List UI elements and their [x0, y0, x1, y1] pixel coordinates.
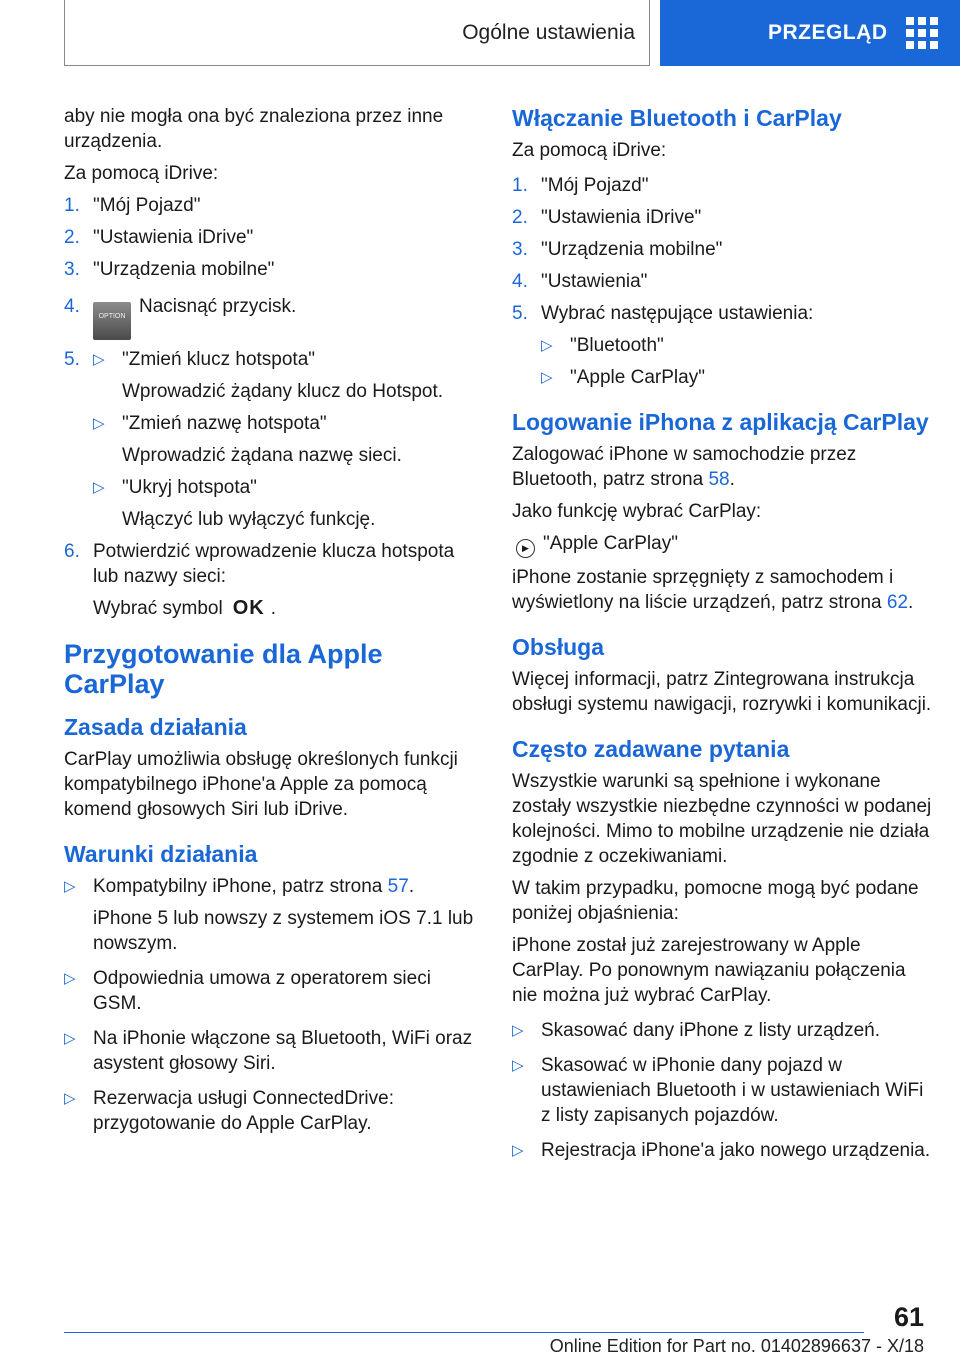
function-item	[512, 531, 932, 558]
step-text-wrap	[93, 294, 296, 340]
list-item	[512, 269, 932, 294]
step-number: 3.	[64, 259, 80, 280]
list-item	[512, 1018, 932, 1043]
symbol-text: Wybrać symbol	[93, 598, 223, 619]
condition-desc: iPhone 5 lub nowszy z systemem iOS 7.1 lub nowszym.	[93, 908, 474, 954]
symbol-line	[64, 596, 480, 621]
play-icon: ▶	[516, 539, 535, 558]
option-text: "Ukryj hotspota"	[122, 477, 257, 498]
faq-text: iPhone został już zarejestrowany w Apple CarPlay. Po ponownym nawiązaniu połączenia nie można już wybrać CarPlay.	[512, 935, 906, 1006]
step-number: 1.	[512, 175, 528, 196]
setting-text: "Bluetooth"	[570, 335, 664, 356]
paired-text-post: .	[908, 592, 914, 613]
heading-prepare-carplay: Przygotowanie dla Apple CarPlay	[64, 639, 383, 699]
list-item	[512, 205, 932, 230]
footer-edition: Online Edition for Part no. 01402896637 - X/18	[549, 1336, 924, 1356]
list-item	[64, 193, 480, 218]
heading-operation: Obsługa	[512, 634, 605, 660]
step-text: "Urządzenia mobilne"	[93, 259, 275, 280]
step-number: 4.	[512, 271, 528, 292]
step-number: 4.	[64, 296, 80, 317]
login-text-post: .	[729, 469, 735, 490]
triangle-bullet-icon: ▷	[64, 1090, 76, 1107]
section-title: Ogólne ustawienia	[462, 20, 635, 44]
fix-text: Skasować dany iPhone z listy urządzeń.	[541, 1020, 881, 1041]
hotspot-steps	[64, 193, 480, 621]
login-text-pre: Zalogować iPhone w samochodzie przez Bluetooth, patrz strona	[512, 444, 857, 490]
page-link[interactable]: 58	[708, 469, 730, 490]
triangle-bullet-icon: ▷	[93, 479, 105, 496]
step-number: 1.	[64, 195, 80, 216]
condition-text-post: .	[408, 876, 415, 897]
option-desc: Wprowadzić żądana nazwę sieci.	[122, 445, 402, 466]
principle-text: CarPlay umożliwia obsługę określonych funkcji kompatybilnego iPhone'a Apple za pomocą komend głosowych Siri lub iDrive.	[64, 749, 458, 820]
triangle-bullet-icon: ▷	[541, 337, 553, 354]
step-number: 5.	[64, 349, 80, 370]
fix-text: Rejestracja iPhone'a jako nowego urządzenia.	[541, 1140, 931, 1161]
list-item	[64, 257, 480, 282]
list-item	[512, 333, 932, 358]
function-item-text: "Apple CarPlay"	[543, 533, 678, 554]
condition-text: Odpowiednia umowa z operatorem sieci GSM.	[93, 968, 431, 1014]
step-number: 3.	[512, 239, 528, 260]
heading-bluetooth-carplay: Włączanie Bluetooth i CarPlay	[512, 105, 842, 131]
right-column	[512, 104, 932, 1170]
triangle-bullet-icon: ▷	[512, 1057, 524, 1074]
step-number: 2.	[512, 207, 528, 228]
list-item	[512, 173, 932, 198]
step-text: Wybrać następujące ustawienia:	[541, 303, 814, 324]
fix-text: Skasować w iPhonie dany pojazd w ustawieniach Bluetooth i w ustawieniach WiFi z listy zapisanych pojazdów.	[541, 1055, 924, 1126]
header-section-tab	[64, 0, 650, 66]
condition-text: Rezerwacja usługi ConnectedDrive: przygotowanie do Apple CarPlay.	[93, 1088, 394, 1134]
footer-divider	[64, 1332, 864, 1333]
list-item	[512, 1138, 932, 1163]
list-item	[512, 237, 932, 262]
step-number: 2.	[64, 227, 80, 248]
step-text: "Ustawienia"	[541, 271, 648, 292]
idrive-text: Za pomocą iDrive:	[64, 163, 219, 184]
step-text: "Ustawienia iDrive"	[93, 227, 254, 248]
left-column	[64, 104, 480, 1143]
triangle-bullet-icon: ▷	[512, 1022, 524, 1039]
option-text: "Zmień nazwę hotspota"	[122, 413, 327, 434]
overview-button[interactable]	[660, 0, 960, 66]
step-text: "Ustawienia iDrive"	[541, 207, 702, 228]
condition-text	[93, 874, 414, 899]
faq-text: W takim przypadku, pomocne mogą być podane poniżej objaśnienia:	[512, 878, 919, 924]
condition-text-pre: Kompatybilny iPhone, patrz strona	[93, 876, 388, 897]
step-text: Nacisnąć przycisk.	[139, 296, 297, 317]
idrive-text: Za pomocą iDrive:	[512, 140, 667, 161]
grid-icon	[906, 17, 938, 49]
list-item	[512, 1053, 932, 1128]
triangle-bullet-icon: ▷	[64, 878, 76, 895]
list-item	[64, 294, 480, 340]
page-number: 61	[893, 1302, 924, 1332]
paired-text-pre: iPhone zostanie sprzęgnięty z samochodem i wyświetlony na liście urządzeń, patrz strona	[512, 567, 894, 613]
bt-steps	[512, 173, 932, 326]
list-item	[512, 301, 932, 326]
list-item	[64, 225, 480, 250]
condition-text: Na iPhonie włączone są Bluetooth, WiFi oraz asystent głosowy Siri.	[93, 1028, 473, 1074]
ok-icon: OK	[232, 597, 265, 619]
symbol-post: .	[270, 598, 276, 619]
list-item	[64, 347, 480, 532]
option-text: "Zmień klucz hotspota"	[122, 349, 316, 370]
list-item	[64, 874, 480, 899]
setting-text: "Apple CarPlay"	[570, 367, 705, 388]
heading-faq: Często zadawane pytania	[512, 736, 790, 762]
triangle-bullet-icon: ▷	[64, 970, 76, 987]
list-item	[64, 539, 480, 621]
triangle-bullet-icon: ▷	[93, 351, 105, 368]
triangle-bullet-icon: ▷	[64, 1030, 76, 1047]
intro-text: aby nie mogła ona być znaleziona przez inne urządzenia.	[64, 106, 444, 152]
paired-text	[512, 565, 932, 615]
heading-principle: Zasada działania	[64, 714, 247, 740]
page-link[interactable]: 62	[886, 592, 909, 613]
step-text: "Urządzenia mobilne"	[541, 239, 723, 260]
triangle-bullet-icon: ▷	[512, 1142, 524, 1159]
list-item	[512, 365, 932, 390]
function-text: Jako funkcję wybrać CarPlay:	[512, 501, 762, 522]
list-item	[64, 1026, 480, 1076]
heading-login-iphone: Logowanie iPhona z aplikacją CarPlay	[512, 409, 929, 435]
step-number: 5.	[512, 303, 528, 324]
overview-label: PRZEGLĄD	[768, 21, 888, 44]
option-desc: Wprowadzić żądany klucz do Hotspot.	[122, 381, 444, 402]
step-text: "Mój Pojazd"	[93, 195, 201, 216]
step-text: Potwierdzić wprowadzenie klucza hotspota lub nazwy sieci:	[93, 541, 455, 587]
triangle-bullet-icon: ▷	[93, 415, 105, 432]
list-item	[64, 1086, 480, 1136]
step-number: 6.	[64, 541, 80, 562]
option-desc: Włączyć lub wyłączyć funkcję.	[122, 509, 376, 530]
faq-text: Wszystkie warunki są spełnione i wykonane zostały wszystkie niezbędne czynności w podanej kolejności. Mimo to mobilne urządzenie nie działa zgodnie z oczekiwaniami.	[512, 771, 932, 867]
step-text: "Mój Pojazd"	[541, 175, 649, 196]
page-link[interactable]: 57	[387, 876, 409, 897]
list-item	[64, 966, 480, 1016]
triangle-bullet-icon: ▷	[541, 369, 553, 386]
heading-conditions: Warunki działania	[64, 841, 258, 867]
login-text	[512, 442, 932, 492]
operation-text: Więcej informacji, patrz Zintegrowana instrukcja obsługi systemu nawigacji, rozrywki i komunikacji.	[512, 669, 932, 715]
option-button-icon: OPTION	[93, 302, 131, 340]
